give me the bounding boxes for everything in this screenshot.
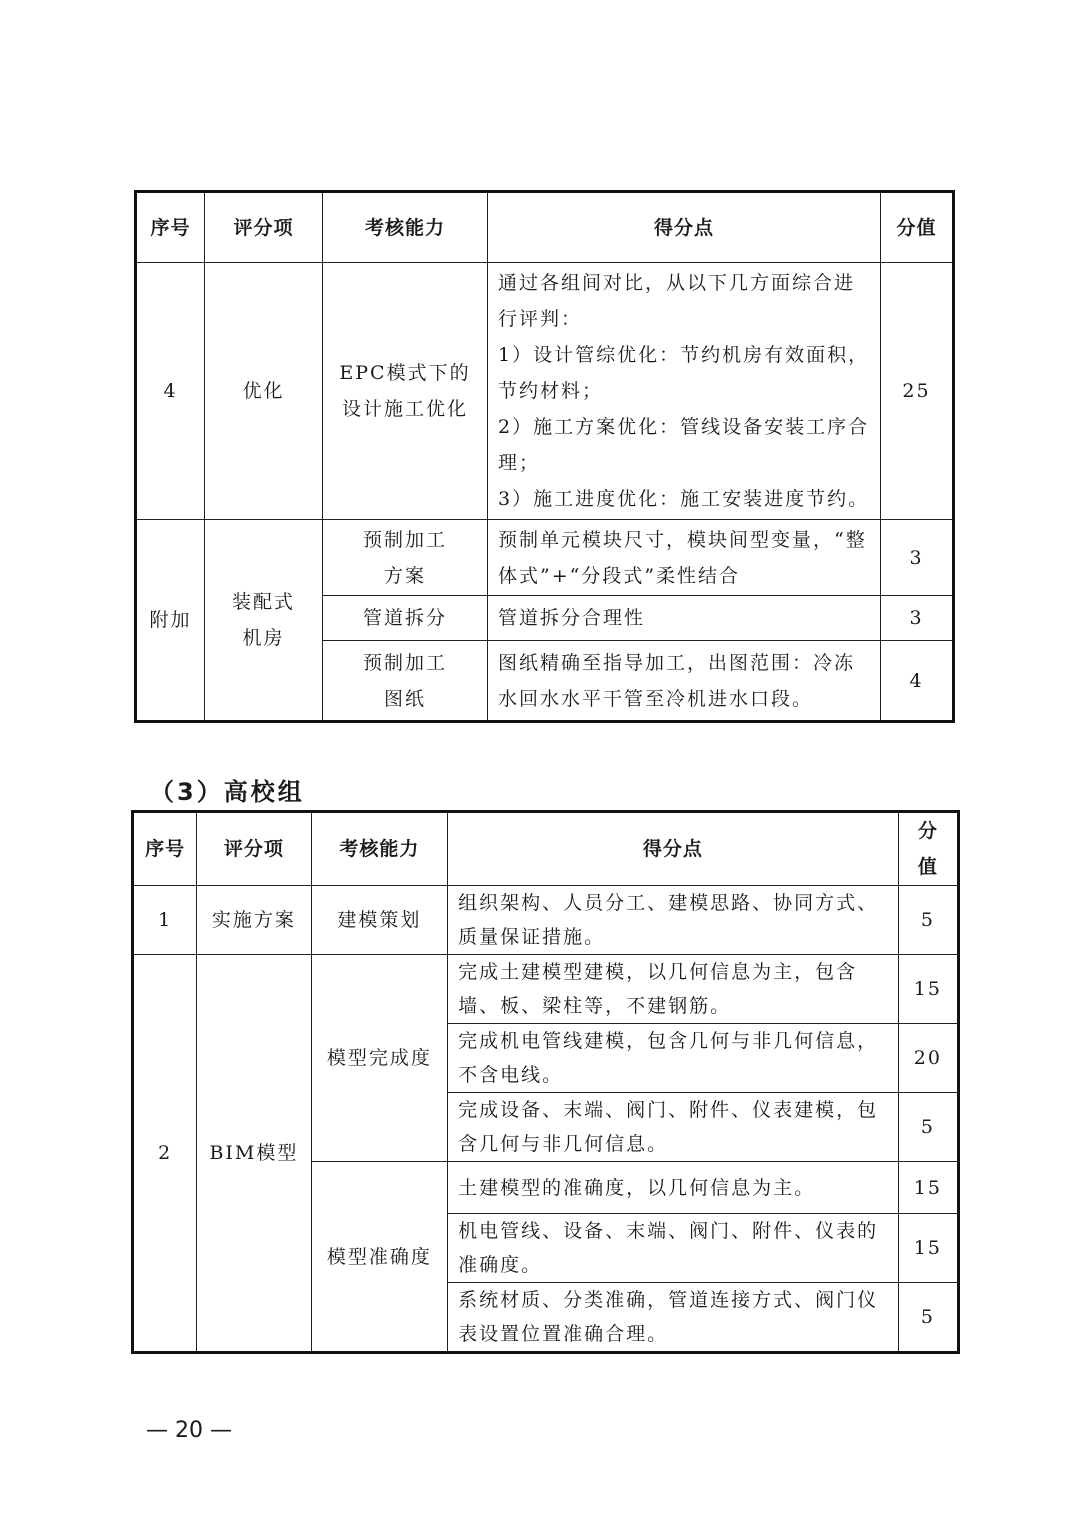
cell-points: 系统材质、分类准确，管道连接方式、阀门仪表设置位置准确合理。 <box>448 1283 899 1353</box>
page-number: — 20 — <box>146 1418 232 1443</box>
header-no: 序号 <box>133 812 197 886</box>
cell-score: 15 <box>898 1162 958 1214</box>
cell-points: 通过各组间对比，从以下几方面综合进行评判： 1）设计管综优化：节约机房有效面积，节约材料； 2）施工方案优化：管线设备安装工序合理； 3）施工进度优化：施工安装进度节约。 <box>488 263 881 520</box>
header-points: 得分点 <box>448 812 899 886</box>
cell-score: 5 <box>898 1283 958 1353</box>
table-row <box>136 520 954 596</box>
cell-item: 装配式 机房 <box>205 520 323 722</box>
cell-no: 2 <box>133 955 197 1353</box>
cell-points: 图纸精确至指导加工，出图范围：冷冻水回水水平干管至冷机进水口段。 <box>488 641 881 722</box>
cell-ability: 预制加工 方案 <box>323 520 488 596</box>
cell-score: 15 <box>898 955 958 1024</box>
cell-item: 优化 <box>205 263 323 520</box>
header-ability: 考核能力 <box>311 812 447 886</box>
cell-score: 15 <box>898 1214 958 1283</box>
cell-score: 4 <box>881 641 954 722</box>
cell-no: 附加 <box>136 520 205 722</box>
cell-ability: 建模策划 <box>311 886 447 955</box>
cell-ability: 模型完成度 <box>311 955 447 1162</box>
cell-no: 4 <box>136 263 205 520</box>
cell-points: 完成机电管线建模，包含几何与非几何信息，不含电线。 <box>448 1024 899 1093</box>
cell-item: BIM模型 <box>197 955 311 1353</box>
cell-ability: 模型准确度 <box>311 1162 447 1353</box>
cell-score: 20 <box>898 1024 958 1093</box>
cell-ability: 管道拆分 <box>323 596 488 641</box>
cell-points: 完成设备、末端、阀门、附件、仪表建模，包含几何与非几何信息。 <box>448 1093 899 1162</box>
cell-score: 5 <box>898 1093 958 1162</box>
header-item: 评分项 <box>197 812 311 886</box>
cell-item: 实施方案 <box>197 886 311 955</box>
table-row <box>133 886 959 955</box>
cell-score: 3 <box>881 520 954 596</box>
cell-points: 管道拆分合理性 <box>488 596 881 641</box>
cell-score: 5 <box>898 886 958 955</box>
cell-points: 组织架构、人员分工、建模思路、协同方式、质量保证措施。 <box>448 886 899 955</box>
table-row <box>133 955 959 1024</box>
table-header-row <box>136 192 954 263</box>
cell-score: 25 <box>881 263 954 520</box>
cell-points: 完成土建模型建模，以几何信息为主，包含墙、板、梁柱等，不建钢筋。 <box>448 955 899 1024</box>
scoring-table-2 <box>131 810 960 1354</box>
header-item: 评分项 <box>205 192 323 263</box>
header-no: 序号 <box>136 192 205 263</box>
cell-points: 预制单元模块尺寸，模块间型变量，“整体式”+“分段式”柔性结合 <box>488 520 881 596</box>
header-score: 分值 <box>881 192 954 263</box>
header-score: 分值 <box>898 812 958 886</box>
cell-points: 机电管线、设备、末端、阀门、附件、仪表的准确度。 <box>448 1214 899 1283</box>
table-header-row <box>133 812 959 886</box>
scoring-table-1 <box>134 190 955 723</box>
cell-score: 3 <box>881 596 954 641</box>
cell-ability: 预制加工 图纸 <box>323 641 488 722</box>
cell-points: 土建模型的准确度，以几何信息为主。 <box>448 1162 899 1214</box>
header-points: 得分点 <box>488 192 881 263</box>
header-ability: 考核能力 <box>323 192 488 263</box>
cell-no: 1 <box>133 886 197 955</box>
table-row <box>136 263 954 520</box>
cell-ability: EPC模式下的设计施工优化 <box>323 263 488 520</box>
section-heading: （3）高校组 <box>150 778 305 806</box>
